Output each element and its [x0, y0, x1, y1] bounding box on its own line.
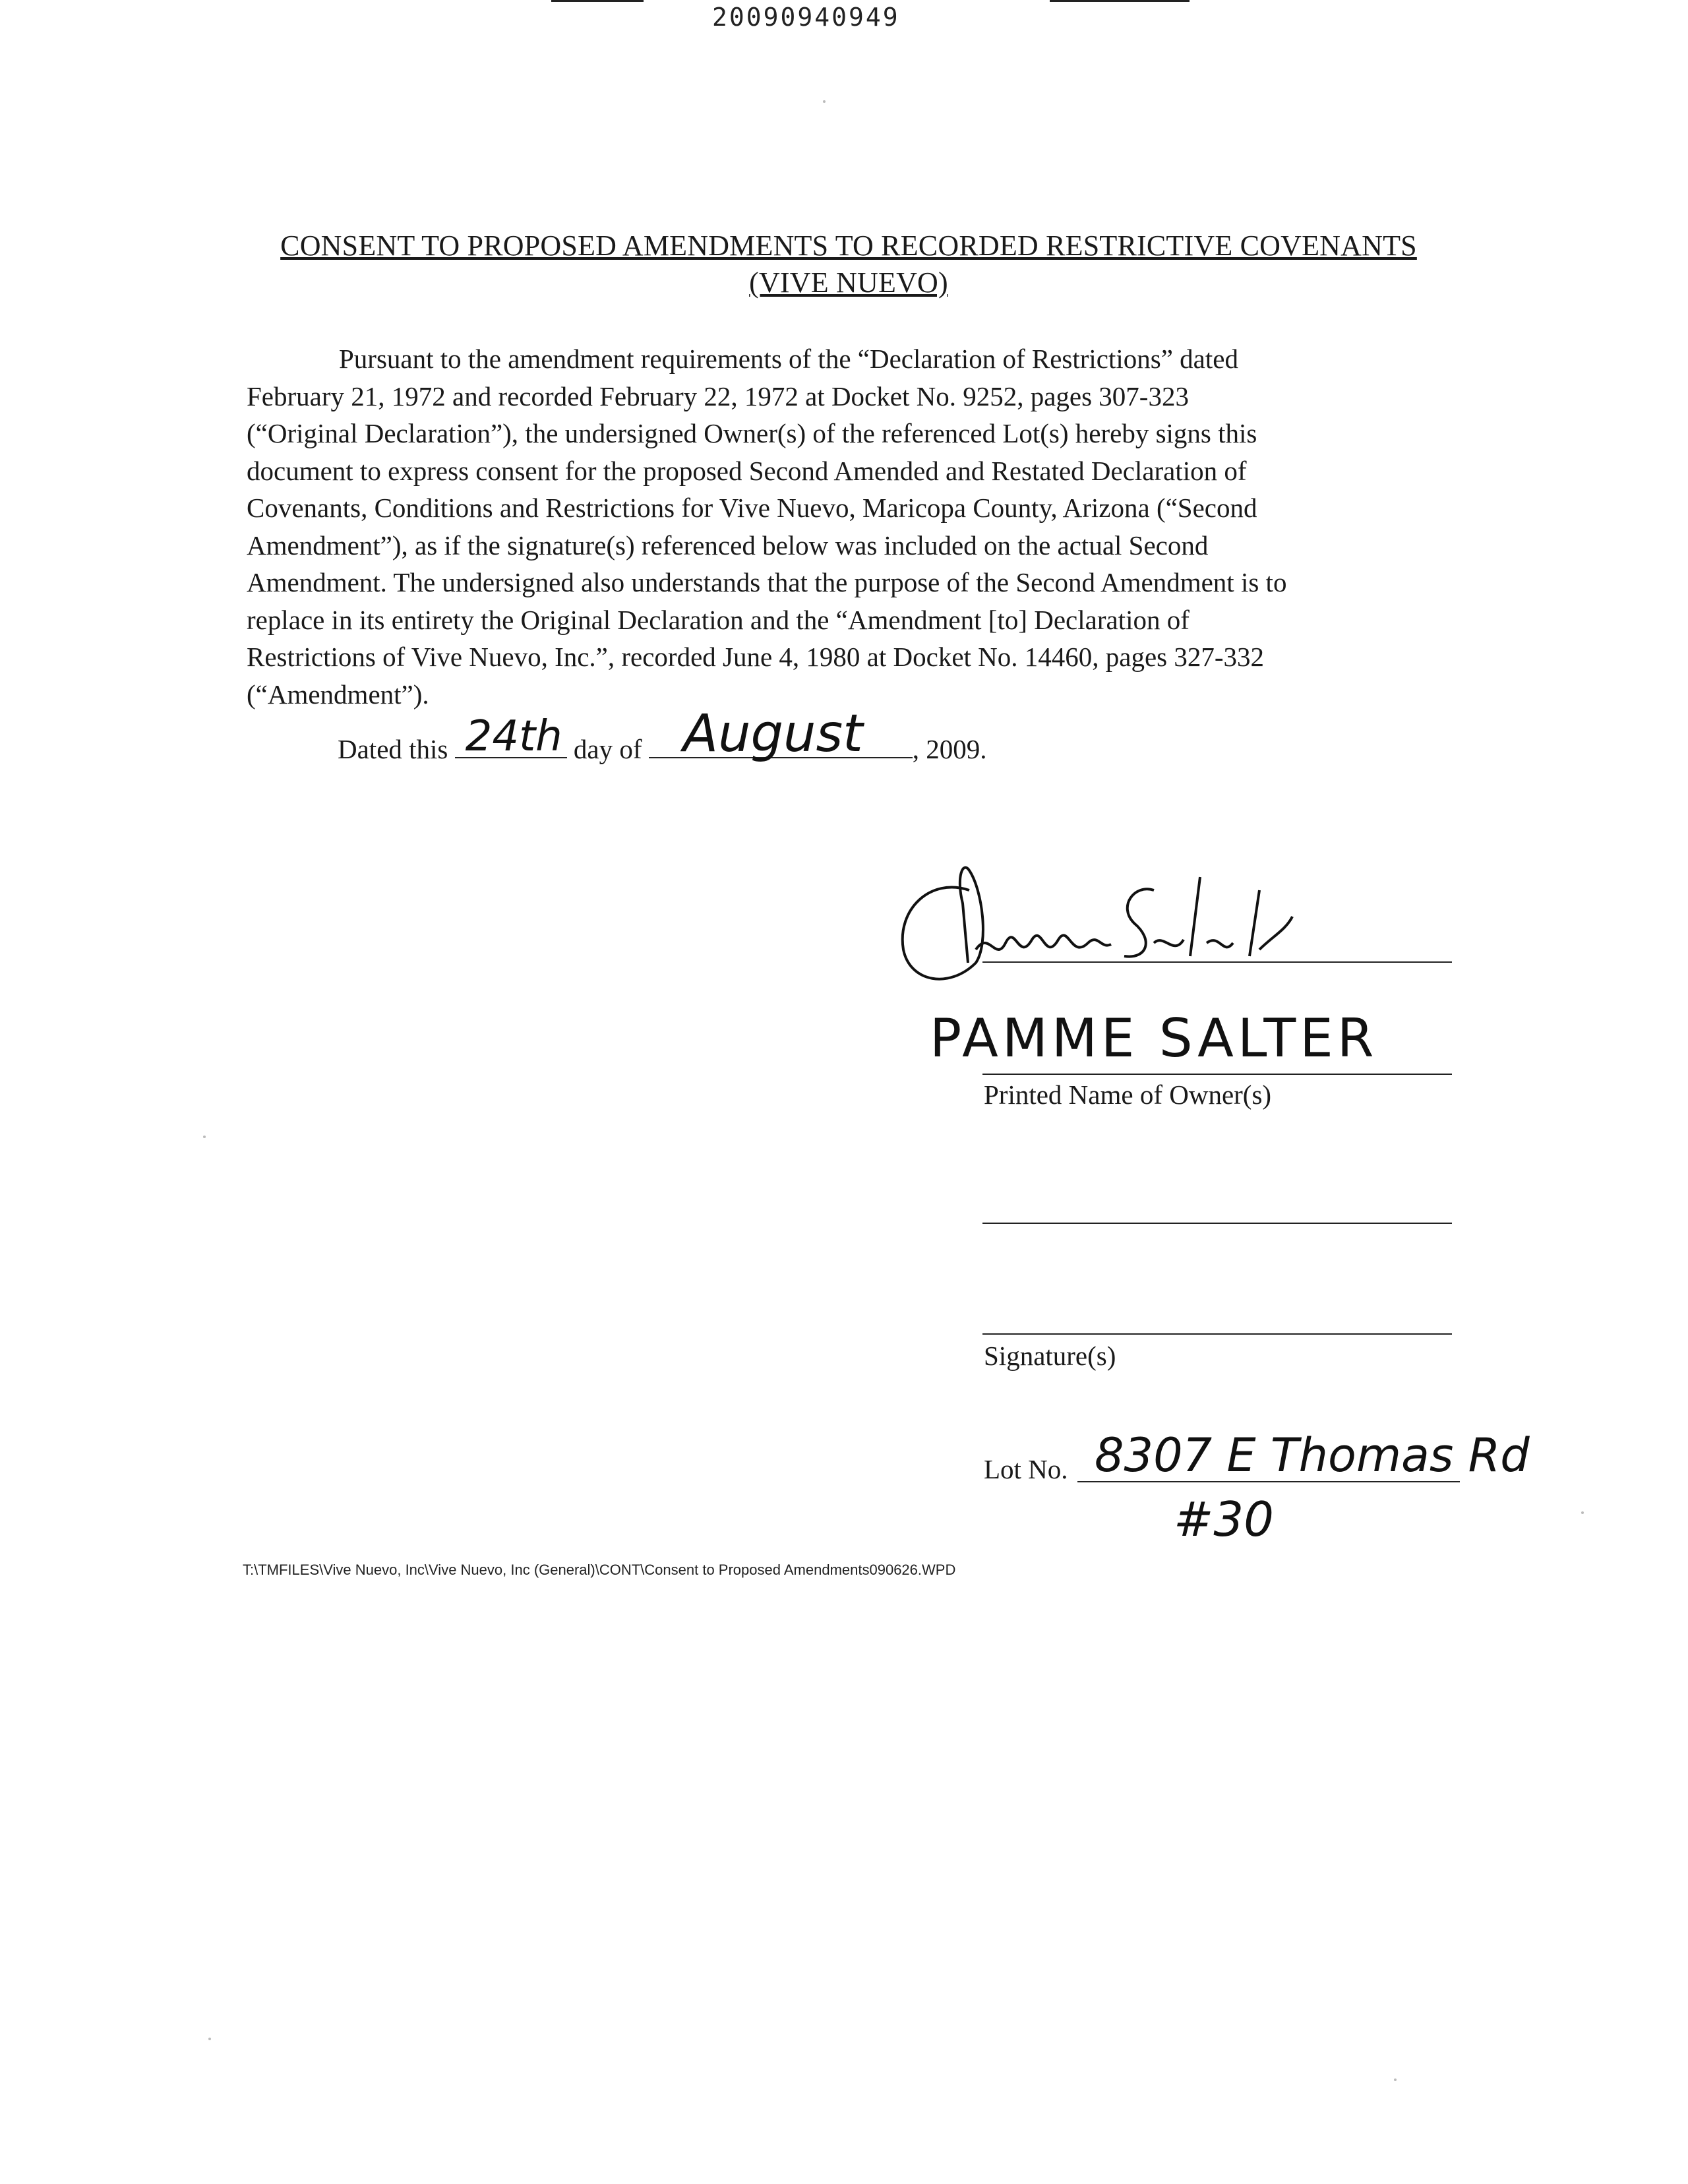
signature-label: Signature(s)	[984, 1341, 1116, 1371]
title-line-2: (VIVE NUEVO)	[749, 266, 948, 299]
signature-line	[982, 1333, 1452, 1335]
paragraph-line: replace in its entirety the Original Declaration and the “Amendment [to] Declaration of	[247, 604, 1190, 635]
paragraph-line: February 21, 1972 and recorded February 22, 1972 at Docket No. 9252, pages 307-323	[247, 380, 1189, 411]
file-path-footer: T:\TMFILES\Vive Nuevo, Inc\Vive Nuevo, Inc (General)\CONT\Consent to Proposed Amendments090626.WPD	[243, 1562, 956, 1578]
paragraph-line: Pursuant to the amendment requirements of the “Declaration of Restrictions” dated	[339, 344, 1238, 374]
paragraph-line: Restrictions of Vive Nuevo, Inc.”, recorded June 4, 1980 at Docket No. 14460, pages 327-332	[247, 642, 1265, 672]
handwritten-day: 24th	[465, 712, 562, 761]
dated-year: , 2009.	[912, 734, 987, 764]
day-blank	[455, 712, 567, 761]
paragraph-line: (“Amendment”).	[247, 679, 429, 710]
handwritten-lot-number: #30	[1174, 1492, 1274, 1547]
recording-number: 20090940949	[712, 3, 900, 32]
paragraph-line: document to express consent for the proposed Second Amended and Restated Declaration of	[247, 455, 1247, 486]
scan-speck	[1581, 1511, 1584, 1514]
title-line-1: CONSENT TO PROPOSED AMENDMENTS TO RECORDED RESTRICTIVE COVENANTS	[280, 229, 1417, 262]
scan-speck	[1394, 2078, 1397, 2081]
blank-line	[982, 1223, 1452, 1224]
scan-speck	[208, 2038, 211, 2040]
paragraph-line: Covenants, Conditions and Restrictions for Vive Nuevo, Maricopa County, Arizona (“Second	[247, 493, 1257, 523]
dated-prefix: Dated this	[338, 734, 448, 764]
printed-name-line	[982, 1074, 1452, 1075]
owner-signature	[890, 851, 1365, 1002]
handwritten-lot-address: 8307 E Thomas Rd	[1095, 1428, 1530, 1482]
paragraph-line: Amendment. The undersigned also understands that the purpose of the Second Amendment is to	[247, 567, 1287, 597]
paragraph-line: (“Original Declaration”), the undersigned Owner(s) of the referenced Lot(s) hereby signs this	[247, 418, 1257, 448]
top-rule-left	[551, 0, 644, 2]
scan-speck	[203, 1136, 206, 1138]
printed-name-label: Printed Name of Owner(s)	[984, 1079, 1272, 1110]
top-rule-right	[1050, 0, 1190, 2]
consent-paragraph	[247, 340, 1447, 713]
lot-number-label: Lot No.	[984, 1454, 1068, 1484]
handwritten-month: August	[682, 704, 863, 764]
handwritten-printed-name: PAMME SALTER	[930, 1008, 1378, 1069]
signature-line-owner	[982, 961, 1452, 963]
month-blank	[649, 704, 913, 764]
scan-speck	[823, 100, 826, 103]
dated-mid: day of	[573, 734, 642, 764]
paragraph-line: Amendment”), as if the signature(s) referenced below was included on the actual Second	[247, 530, 1209, 561]
dated-line	[338, 704, 987, 765]
document-title	[245, 228, 1452, 301]
